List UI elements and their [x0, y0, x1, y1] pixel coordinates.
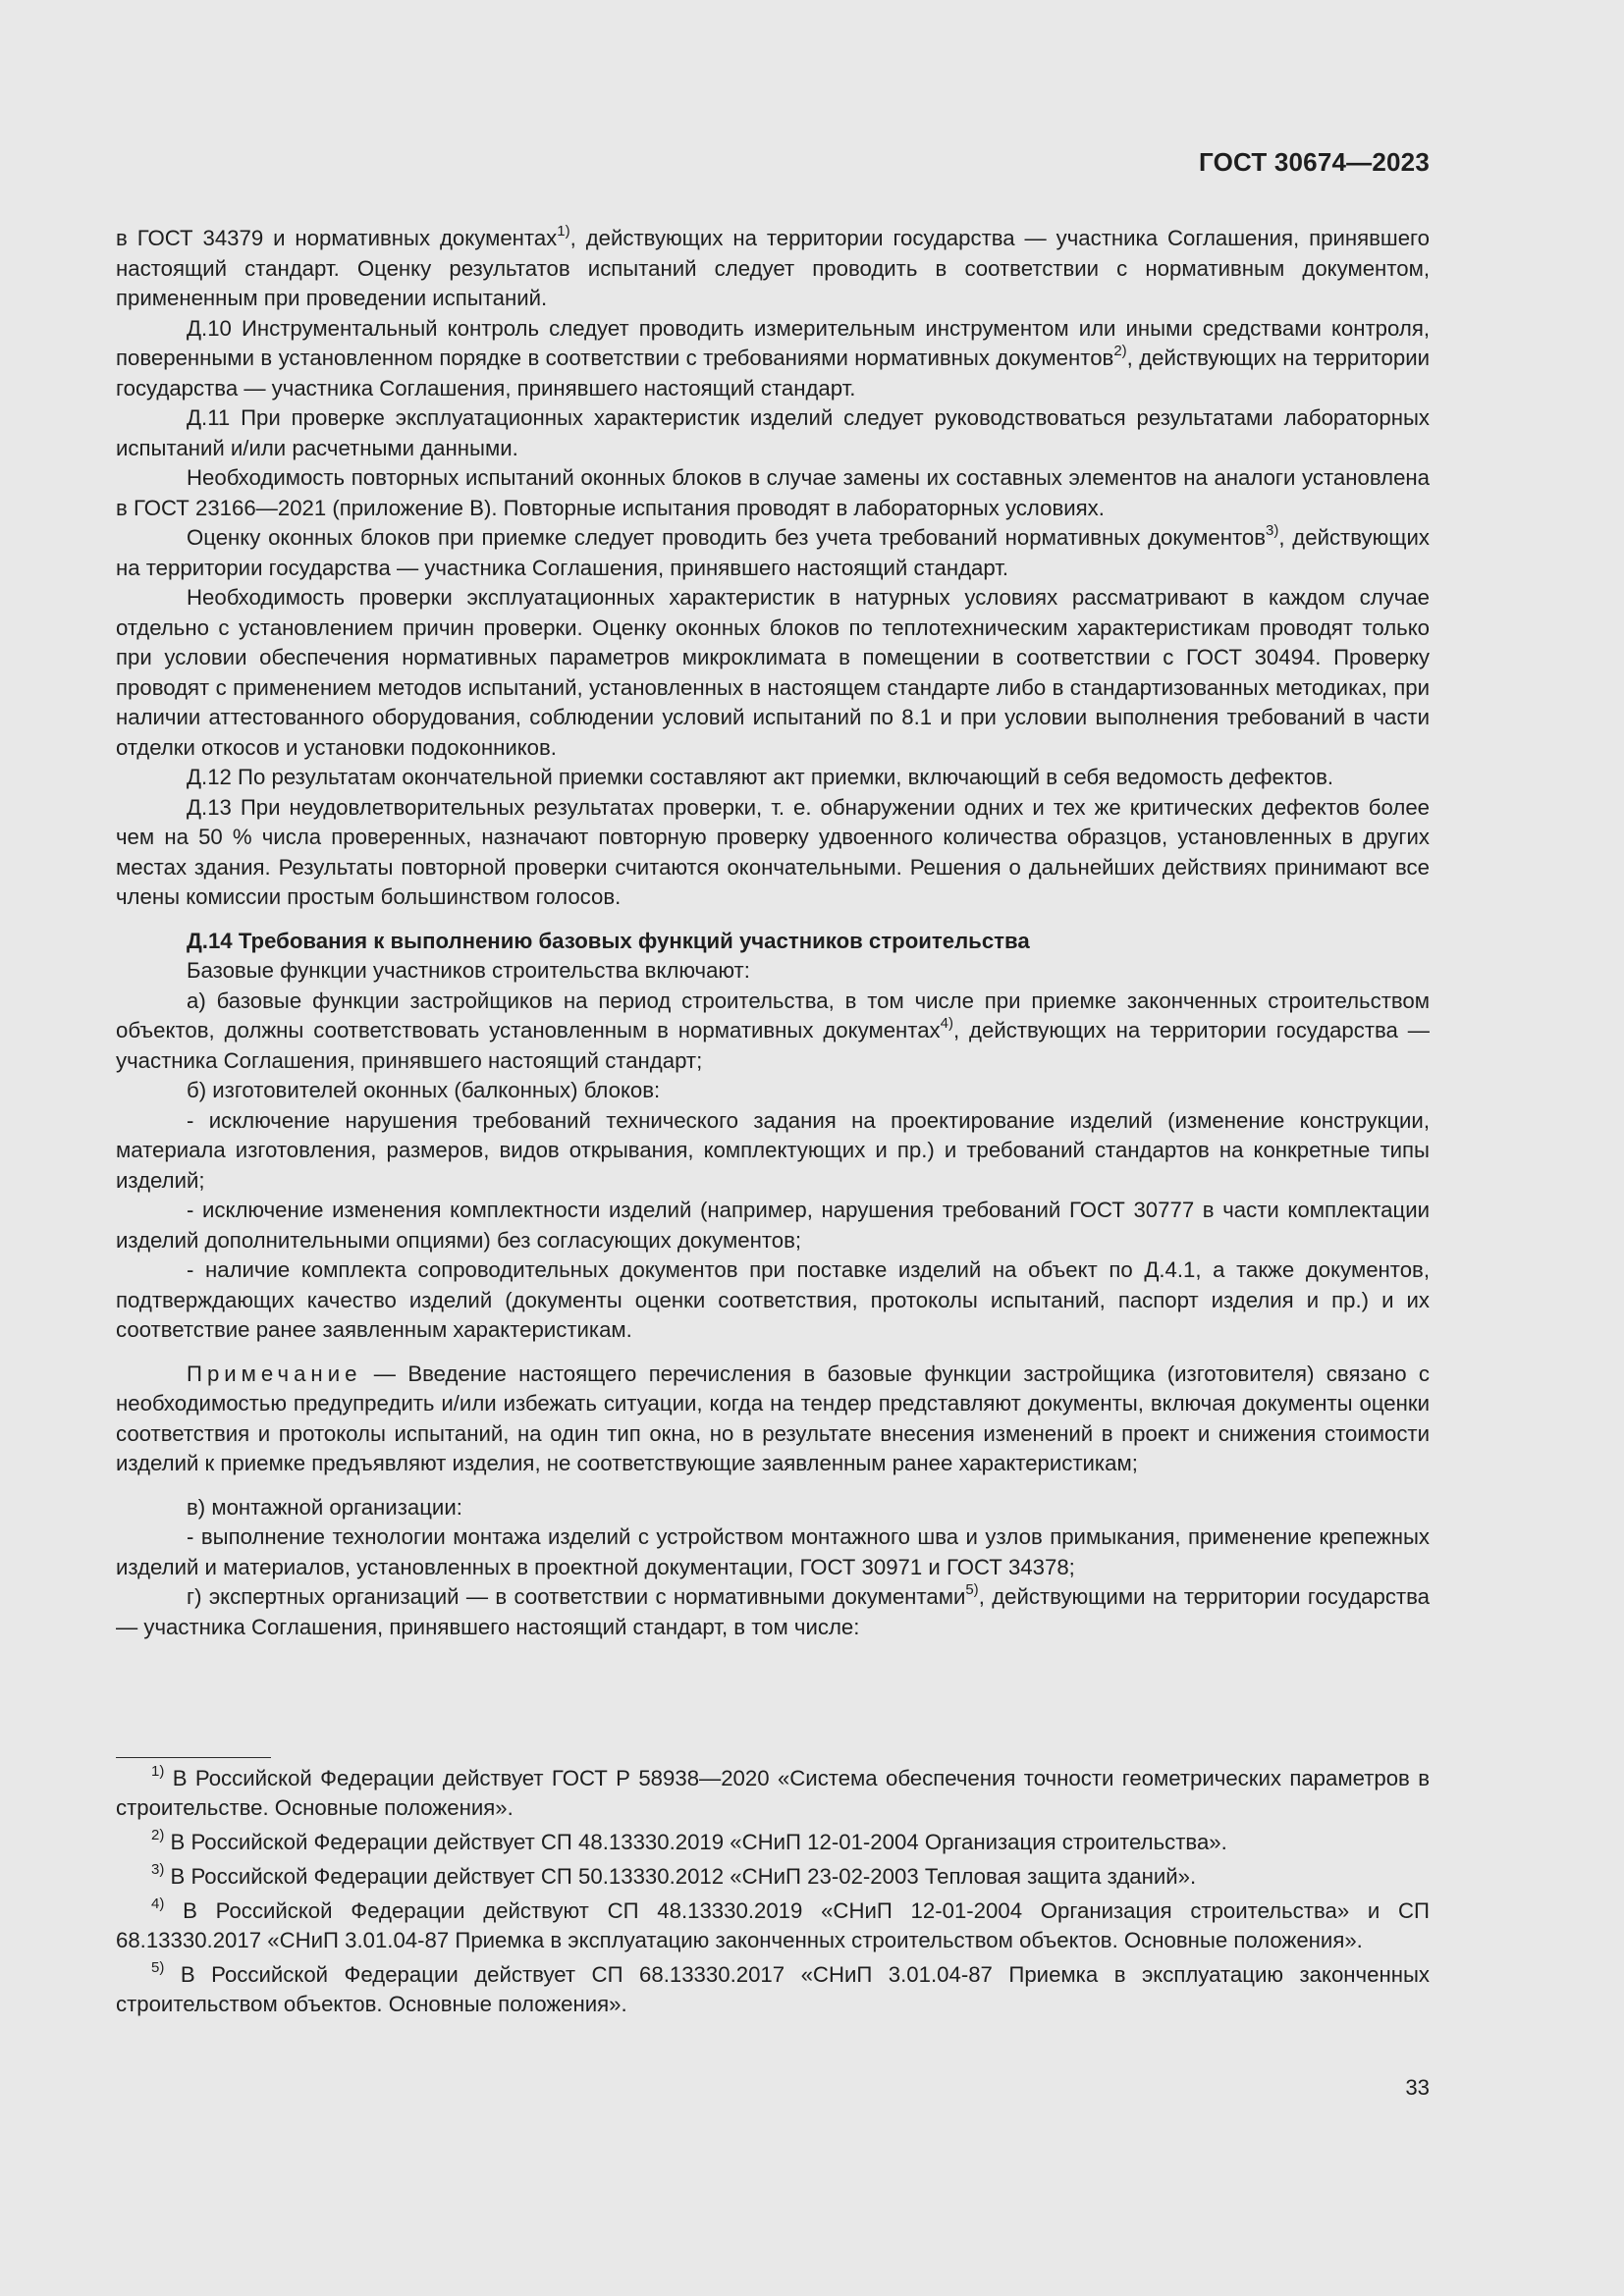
- footnote: $^{1)}$ В Российской Федерации действует ГОСТ Р 58938—2020 «Система обеспечения точности геометрических параметров в строительстве. Основные положения».: [116, 1762, 1430, 1820]
- list-subitem: - исключение изменения комплектности изделий (например, нарушения требований ГОСТ 30777 в части комплектации изделий дополнительными опциями) без согласующих документов;: [116, 1198, 1430, 1253]
- list-item-b: б) изготовителей оконных (балконных) блоков:: [187, 1078, 661, 1102]
- page-number: 33: [1405, 2075, 1430, 2100]
- footnotes: [116, 1764, 1430, 2024]
- paragraph-continuation: в ГОСТ 34379 и нормативных документах$^{1)}$, действующих на территории государства — участника Соглашения, принявшего настоящий стандарт. Оценку результатов испытаний следует проводить в соответствии с нормативным документом, примененным при проведении испытаний.: [116, 222, 1430, 310]
- paragraph-d13: Д.13 При неудовлетворительных результатах проверки, т. е. обнаружении одних и тех же критических дефектов более чем на 50 % числа проверенных, назначают повторную проверку удвоенного количества образцов, установленных в других местах здания. Результаты повторной проверки считаются окончательными. Решения о дальнейших действиях принимают все члены комиссии простым большинством голосов.: [116, 794, 1430, 909]
- footnote-ref: 1): [557, 222, 570, 240]
- list-subitem: - выполнение технологии монтажа изделий с устройством монтажного шва и узлов примыкания, применение крепежных изделий и материалов, установленных в проектной документации, ГОСТ 30971 и ГОСТ 34378;: [116, 1524, 1430, 1579]
- paragraph: Базовые функции участников строительства включают:: [187, 958, 750, 983]
- list-subitem: - наличие комплекта сопроводительных документов при поставке изделий на объект по Д.4.1, а также документов, подтверждающих качество изделий (документы оценки соответствия, протоколы испытаний, паспорт изделия и пр.) и их соответствие ранее заявленным характеристикам.: [116, 1257, 1430, 1342]
- note-label: Примечание: [187, 1361, 362, 1386]
- paragraph-d10: Д.10 Инструментальный контроль следует проводить измерительным инструментом или иными средствами контроля, поверенными в установленном порядке в соответствии с требованиями нормативных документов$^{2)}$, действующих на территории государства — участника Соглашения, принявшего настоящий стандарт.: [116, 315, 1430, 400]
- footnote-ref: 2): [1113, 342, 1127, 359]
- footnote: $^{2)}$ В Российской Федерации действует СП 48.13330.2019 «СНиП 12-01-2004 Организация строительства».: [151, 1826, 1227, 1854]
- list-subitem: - исключение нарушения требований технического задания на проектирование изделий (изменение конструкции, материала изготовления, размеров, видов открывания, комплектующих и пр.) и требований стандартов на конкретные типы изделий;: [116, 1107, 1430, 1193]
- footnote-mark: 5): [151, 1958, 165, 1976]
- list-item-g: г) экспертных организаций — в соответствии с нормативными документами$^{5)}$, действующими на территории государства — участника Соглашения, принявшего настоящий стандарт, в том числе:: [116, 1580, 1430, 1639]
- paragraph: Оценку оконных блоков при приемке следует проводить без учета требований нормативных документов$^{3)}$, действующих на территории государства — участника Соглашения, принявшего настоящий стандарт.: [116, 521, 1430, 580]
- list-item-a: а) базовые функции застройщиков на период строительства, в том числе при приемке законченных строительством объектов, должны соответствовать установленным в нормативных документах$^{4)}$, действующих на территории государства — участника Соглашения, принявшего настоящий стандарт;: [116, 988, 1430, 1073]
- footnote: $^{4)}$ В Российской Федерации действуют СП 48.13330.2019 «СНиП 12-01-2004 Организация строительства» и СП 68.13330.2017 «СНиП 3.01.04-87 Приемка в эксплуатацию законченных строительством объектов. Основные положения».: [116, 1895, 1430, 1952]
- footnote: $^{3)}$ В Российской Федерации действует СП 50.13330.2012 «СНиП 23-02-2003 Тепловая защита зданий».: [151, 1860, 1197, 1889]
- footnote-separator: [116, 1757, 271, 1758]
- footnote-ref: 4): [940, 1014, 953, 1032]
- document-code-header: ГОСТ 30674—2023: [1199, 147, 1430, 177]
- list-item-v: в) монтажной организации:: [187, 1494, 462, 1520]
- footnote-mark: 4): [151, 1895, 165, 1912]
- footnote-mark: 3): [151, 1860, 165, 1878]
- main-text: [116, 224, 1430, 1642]
- paragraph: Необходимость повторных испытаний оконных блоков в случае замены их составных элементов на аналоги установлена в ГОСТ 23166—2021 (приложение В). Повторные испытания проводят в лабораторных условиях.: [116, 465, 1430, 520]
- paragraph-d12: Д.12 По результатам окончательной приемки составляют акт приемки, включающий в себя ведомость дефектов.: [187, 765, 1334, 789]
- footnote-mark: 1): [151, 1762, 165, 1780]
- paragraph: Необходимость проверки эксплуатационных характеристик в натурных условиях рассматривают в каждом случае отдельно с установлением причин проверки. Оценку оконных блоков по теплотехническим характеристикам проводят только при условии обеспечения нормативных параметров микроклимата в помещении в соответствии с ГОСТ 30494. Проверку проводят с применением методов испытаний, установленных в настоящем стандарте либо в стандартизованных методиках, при наличии аттестованного оборудования, соблюдении условий испытаний по 8.1 и при условии выполнения требований в части отделки откосов и установки подоконников.: [116, 585, 1430, 760]
- section-heading-d14: Д.14 Требования к выполнению базовых функций участников строительства: [187, 928, 1030, 953]
- paragraph-d11: Д.11 При проверке эксплуатационных характеристик изделий следует руководствоваться результатами лабораторных испытаний и/или расчетными данными.: [116, 405, 1430, 460]
- note: Примечание — Введение настоящего перечисления в базовые функции застройщика (изготовителя) связано с необходимостью предупредить и/или избежать ситуации, когда на тендер представляют документы, включая документы оценки соответствия и протоколы испытаний, на один тип окна, но в результате внесения изменений в проект и снижения стоимости изделий к приемке предъявляют изделия, не соответствующие заявленным ранее характеристикам;: [116, 1361, 1430, 1475]
- footnote: $^{5)}$ В Российской Федерации действует СП 68.13330.2017 «СНиП 3.01.04-87 Приемка в эксплуатацию законченных строительством объектов. Основные положения».: [116, 1958, 1430, 2016]
- footnote-ref: 5): [965, 1580, 979, 1598]
- footnote-mark: 2): [151, 1826, 165, 1843]
- footnote-ref: 3): [1266, 521, 1279, 539]
